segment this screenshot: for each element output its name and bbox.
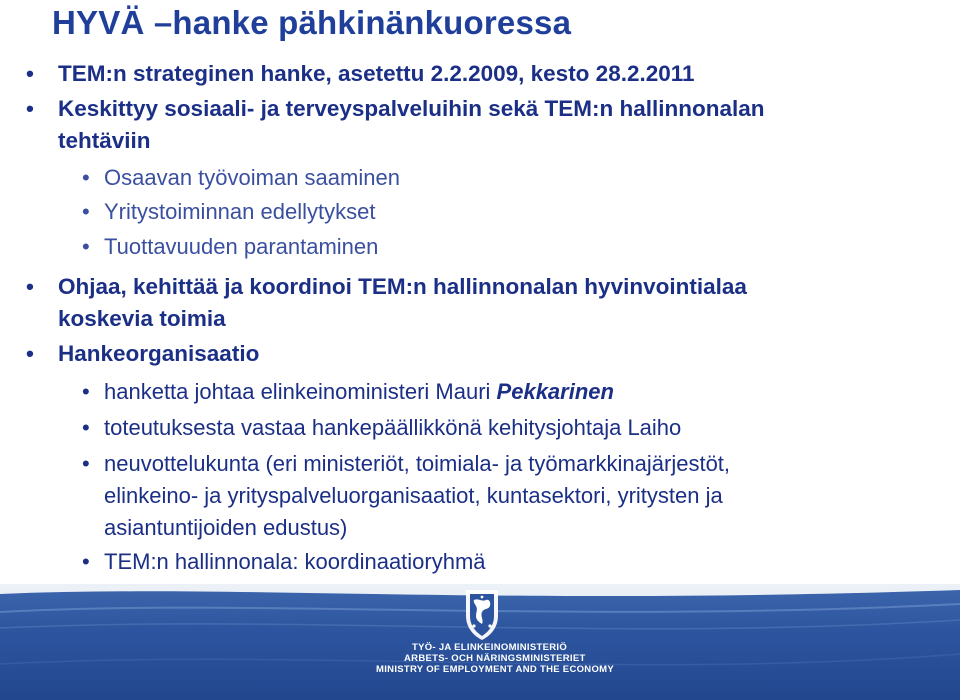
bullet-text-line: koskevia toimia [58, 306, 226, 331]
bullet-text [58, 271, 747, 335]
bullet-text-line: asiantuntijoiden edustus) [104, 515, 348, 540]
bullet-text: TEM:n strateginen hanke, asetettu 2.2.2009, kesto 28.2.2011 [58, 61, 695, 86]
bullet-text [104, 376, 614, 408]
bullet-text-line: elinkeino- ja yrityspalveluorganisaatiot, kuntasektori, yritysten ja [104, 483, 723, 508]
bullet-text: Tuottavuuden parantaminen [104, 234, 379, 259]
bullet-glyph: • [26, 274, 34, 299]
bullet-glyph: • [82, 165, 90, 190]
bullet-text [58, 93, 765, 157]
ministry-name-fi: TYÖ- JA ELINKEINOMINISTERIÖ [412, 642, 568, 653]
bullet-text: toteutuksesta vastaa hankepäällikkönä kehitysjohtaja Laiho [104, 415, 682, 440]
bullet-glyph: • [26, 341, 34, 366]
bullet-text: Yritystoiminnan edellytykset [104, 199, 376, 224]
ministry-name-en: MINISTRY OF EMPLOYMENT AND THE ECONOMY [376, 664, 614, 675]
bullet-text-line: Keskittyy sosiaali- ja terveyspalveluihin sekä TEM:n hallinnonalan [58, 96, 765, 121]
bullet-text-emphasis: Pekkarinen [496, 379, 614, 404]
bullet-glyph: • [26, 96, 34, 121]
bullet-text: Osaavan työvoiman saaminen [104, 165, 400, 190]
bullet-text: Hankeorganisaatio [58, 341, 260, 366]
bullet-glyph: • [82, 234, 90, 259]
bullet-glyph: • [82, 199, 90, 224]
ministry-name-sv: ARBETS- OCH NÄRINGSMINISTERIET [404, 653, 586, 664]
bullet-glyph: • [82, 451, 90, 476]
slide-title: HYVÄ –hanke pähkinänkuoressa [52, 4, 572, 41]
bullet-text: TEM:n hallinnonala: koordinaatioryhmä [104, 549, 486, 574]
footer-band [0, 584, 960, 700]
bullet-glyph: • [26, 61, 34, 86]
bullet-glyph: • [82, 379, 90, 404]
bullet-text-line: tehtäviin [58, 128, 151, 153]
bullet-text-line: neuvottelukunta (eri ministeriöt, toimiala- ja työmarkkinajärjestöt, [104, 451, 731, 476]
finnish-lion-crest-icon [452, 586, 512, 642]
bullet-text-plain: hanketta johtaa elinkeinoministeri Mauri [104, 379, 497, 404]
bullet-text [104, 448, 730, 544]
bullet-glyph: • [82, 549, 90, 574]
bullet-text-line: Ohjaa, kehittää ja koordinoi TEM:n hallinnonalan hyvinvointialaa [58, 274, 747, 299]
bullet-glyph: • [82, 415, 90, 440]
